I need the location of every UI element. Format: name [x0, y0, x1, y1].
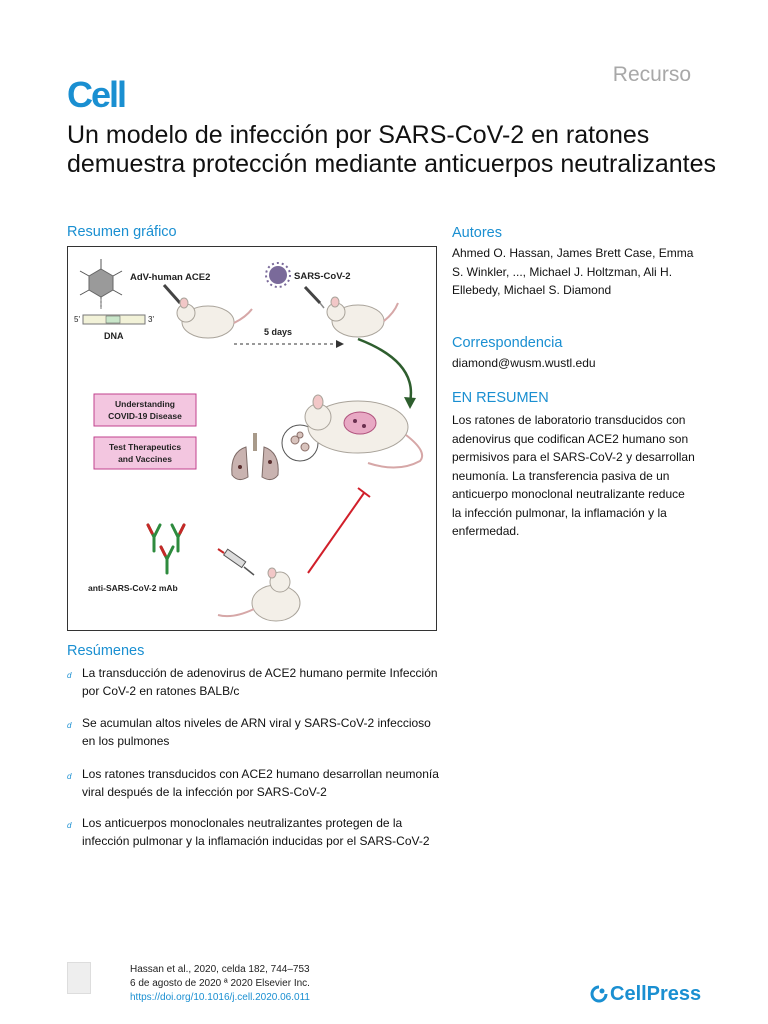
correspondence-email[interactable]: diamond@wusm.wustl.edu	[452, 356, 596, 370]
bullet-icon: d	[67, 821, 72, 830]
citation-footer	[130, 963, 310, 1005]
cellpress-mark-icon	[590, 985, 608, 1003]
section-type: Recurso	[612, 63, 691, 86]
citation: Hassan et al., 2020, celda 182, 744–753	[130, 964, 310, 975]
box1-line2: COVID-19 Disease	[108, 411, 182, 421]
authors-list: Ahmed O. Hassan, James Brett Case, Emma S. Winkler, ..., Michael J. Holtzman, Ali H. Ellebedy, Michael S. Diamond	[452, 246, 694, 297]
pipette-icon	[305, 287, 324, 308]
adv-label: AdV-human ACE2	[130, 272, 211, 283]
lungs-icon	[232, 433, 278, 480]
graphical-abstract	[67, 246, 437, 631]
highlight-text: La transducción de adenovirus de ACE2 humano permite Infección por CoV-2 en ratones BALB/c	[82, 666, 438, 698]
highlight-text: Los ratones transducidos con ACE2 humano desarrollan neumonía viral después de la infección por SARS-CoV-2	[82, 767, 439, 799]
bullet-icon: d	[67, 772, 72, 781]
highlight-text: Los anticuerpos monoclonales neutralizantes protegen de la infección pulmonar y la inflamación inducidas por el SARS-CoV-2	[82, 816, 430, 848]
in-brief-text: Los ratones de laboratorio transducidos con adenovirus que codifican ACE2 humano son permisivos para el SARS-CoV-2 y desarrollan neumonía. La transferencia pasiva de un anticuerpo monoclonal neutralizante reduce la infección pulmonar, la inflamación y la enfermedad.	[452, 413, 695, 538]
coronavirus-icon	[266, 263, 290, 287]
highlights-heading: Resúmenes	[67, 643, 145, 659]
antibody-icon	[148, 525, 184, 573]
mouse-icon	[177, 298, 252, 338]
highlight-item	[67, 766, 442, 801]
highlight-item	[67, 715, 442, 750]
highlight-item	[67, 815, 442, 850]
syringe-icon	[218, 549, 254, 575]
publication-date: 6 de agosto de 2020 ª 2020 Elsevier Inc.	[130, 978, 310, 989]
highlight-item	[67, 665, 442, 700]
sars-label: SARS-CoV-2	[294, 271, 351, 282]
highlight-text: Se acumulan altos niveles de ARN viral y SARS-CoV-2 infeccioso en los pulmones	[82, 716, 431, 748]
article-title: Un modelo de infección por SARS-CoV-2 en ratones demuestra protección mediante anticuerpos neutralizantes	[67, 121, 716, 178]
in-brief-heading: EN RESUMEN	[452, 390, 549, 406]
journal-cover-thumbnail	[67, 962, 91, 994]
inhibition-arrow	[308, 493, 364, 573]
dna-label: DNA	[104, 331, 124, 341]
box2-line1: Test Therapeutics	[108, 442, 182, 452]
correspondence-heading: Correspondencia	[452, 335, 563, 351]
mouse-icon	[218, 568, 300, 621]
graphical-abstract-heading: Resumen gráfico	[67, 224, 177, 240]
box1-line1: Understanding	[115, 399, 175, 409]
cellpress-logo	[590, 983, 701, 1006]
days-label: 5 days	[264, 327, 293, 337]
mab-label: anti-SARS-CoV-2 mAb	[88, 583, 178, 593]
three-prime-label: 3'	[148, 315, 154, 324]
box2-line2: and Vaccines	[118, 454, 172, 464]
infected-mouse-icon	[305, 395, 422, 468]
green-arrow	[358, 339, 411, 402]
bullet-icon: d	[67, 671, 72, 680]
bullet-icon: d	[67, 721, 72, 730]
authors-heading: Autores	[452, 225, 502, 241]
journal-logo: Cell	[67, 74, 126, 115]
mouse-icon	[327, 297, 398, 337]
doi-link[interactable]: https://doi.org/10.1016/j.cell.2020.06.011	[130, 992, 310, 1003]
publisher-name: CellPress	[610, 983, 702, 1005]
five-prime-label: 5'	[74, 315, 80, 324]
